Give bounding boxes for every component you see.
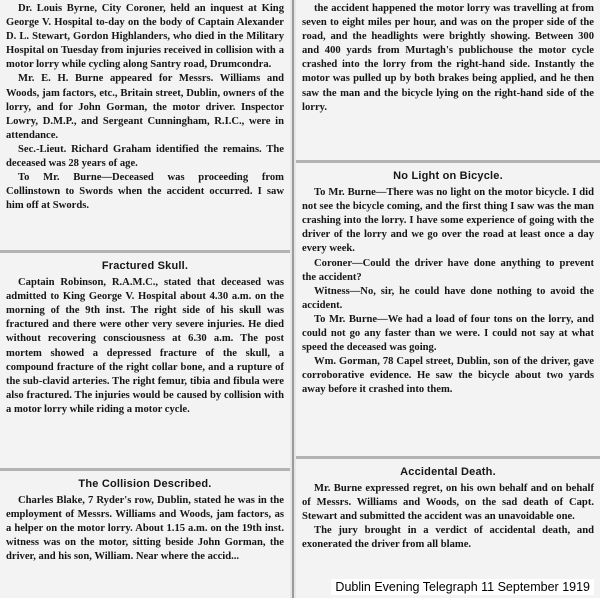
fractured-skull-block [0, 250, 290, 468]
paragraph: Mr. Burne expressed regret, on his own behalf and on behalf of Messrs. Williams and Woods, on the sad death of Capt. Stewart and submitted the accident was an unavoidable one. [302, 483, 594, 523]
paragraph: Mr. E. H. Burne appeared for Messrs. Williams and Woods, jam factors, etc., Britain street, Dublin, owners of the lorry, and for John Gorman, the motor driver. Inspector Lowry, D.M.P., and Sergeant Cunningham, R.I.C., were in attendance. [6, 73, 284, 141]
paragraph: Wm. Gorman, 78 Capel street, Dublin, son of the driver, gave corroborative evidence. He saw the bicycle about two yards away before it crashed into them. [302, 356, 594, 396]
section-heading: Fractured Skull. [101, 260, 189, 272]
paragraph: To Mr. Burne—There was no light on the motor bicycle. I did not see the bicycle coming, and the first thing I saw was the man crashing into the lorry. I have some experience of going with the driver of the lorry and we go over the road at least once a day every week. [302, 187, 594, 255]
right-column [296, 0, 600, 598]
paragraph: To Mr. Burne—Deceased was proceeding from Collinstown to Swords when the accident occurred. I saw him off at Swords. [6, 172, 284, 212]
section-heading: Accidental Death. [400, 466, 496, 478]
paragraph: The jury brought in a verdict of accidental death, and exonerated the driver from all blame. [302, 525, 594, 551]
paragraph: Sec.-Lieut. Richard Graham identified the remains. The deceased was 28 years of age. [6, 143, 284, 170]
paragraph: Captain Robinson, R.A.M.C., stated that deceased was admitted to King George V. Hospital about 4.30 a.m. on the morning of the 9th inst. The right side of his skull was fractured and there were other very severe injuries. He died without recovering consciousness at 6.30 a.m. The post mortem showed a depressed fracture of the skull, a compound fracture of the right collar bone, and a rupture of the sub-clavid arteries. The right femur, tibia and fibula were also fractured. The injuries would be caused by collision with a motor lorry while riding a motor cycle. [6, 277, 284, 415]
section-heading: The Collision Described. [78, 478, 212, 490]
collision-continued-block [296, 0, 600, 160]
section-heading: No Light on Bicycle. [393, 170, 503, 182]
column-divider [292, 0, 294, 598]
paragraph: Witness—No, sir, he could have done nothing to avoid the accident. [302, 285, 594, 311]
paragraph: Coroner—Could the driver have done anything to prevent the accident? [302, 257, 594, 283]
paragraph: To Mr. Burne—We had a load of four tons on the lorry, and could not go any faster than we were. I could not say at what speed the deceased was going. [302, 313, 594, 354]
collision-described-block [0, 468, 290, 598]
paragraph: Charles Blake, 7 Ryder's row, Dublin, stated he was in the employment of Messrs. Williams and Woods, jam factors, as a helper on the motor lorry. About 1.15 a.m. on the 19th inst. witness was on the motor, sitting beside John Gorman, the driver, and his son, William. Near where the accid... [6, 495, 284, 563]
inquest-intro-block [0, 0, 290, 250]
left-column [0, 0, 290, 598]
source-caption: Dublin Evening Telegraph 11 September 1919 [331, 579, 594, 595]
no-light-block [296, 160, 600, 456]
paragraph: Dr. Louis Byrne, City Coroner, held an inquest at King George V. Hospital to-day on the body of Captain Alexander D. L. Stewart, Gordon Highlanders, who died in the Military Hospital on Tuesday from injuries received in collision with a motor lorry while cycling along Santry road, Drumcondra. [6, 3, 284, 71]
accidental-death-block [296, 456, 600, 598]
paragraph: the accident happened the motor lorry was travelling at from seven to eight miles per hour, and was on the proper side of the road, and the headlights were brightly showing. Between 300 and 400 yards from Murtagh's publichouse the motor cycle crashed into the lorry from the right-hand side. Instantly the motor was pulled up by both brakes being applied, and he then saw the man and the bicycle lying on the right-hand side of the lorry. [302, 3, 594, 113]
